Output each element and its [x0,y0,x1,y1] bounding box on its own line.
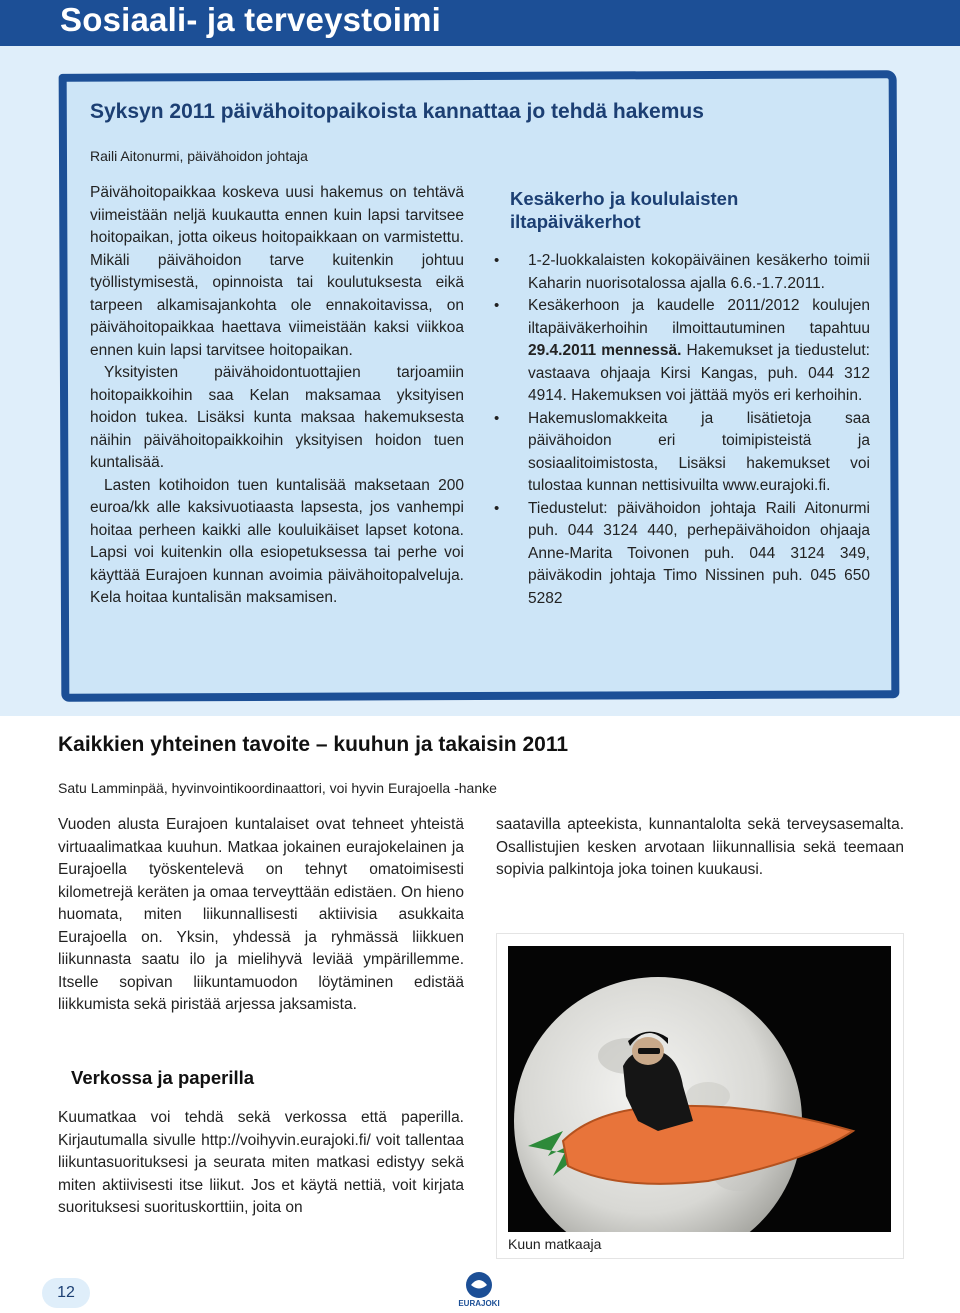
box-paragraph: Lasten kotihoidon tuen kuntalisää maksetaan 200 euroa/kk alle kaksivuotiaasta lapsesta, jos vanhempi hoitaa perheen kaikki alle kouluikäiset lapset kotona. Lapsi voi kuitenkin olla esiopetuksessa tai perhe voi käyttää Eurajoen kunnan avoimia päivähoitopalveluja. Kela hoitaa kuntalisän maksamisen. [90,476,464,606]
moon-rider-illustration [508,946,891,1232]
eurajoki-logo [456,1270,502,1308]
box-title: Syksyn 2011 päivähoitopaikoista kannattaa jo tehdä hakemus [90,100,704,123]
deadline-text: 29.4.2011 mennessä. [528,342,682,359]
section-header [0,0,960,46]
list-item [494,295,870,408]
box-author: Raili Aitonurmi, päivähoidon johtaja [90,148,308,164]
list-item-text: Kesäkerhoon ja kaudelle 2011/2012 koulujen iltapäiväkerhoihin ilmoittautuminen tapahtuu [528,297,870,337]
photo-caption: Kuun matkaaja [508,1236,602,1252]
article-col-right [496,814,904,882]
article-paragraph: Vuoden alusta Eurajoen kuntalaiset ovat tehneet yhteistä virtuaalimatkaa kuuhun. Matkaa jokainen eurajokelainen ja Eurajoella työskentelevä on tehnyt omatoimisesti kilometrejä keräten ja omaa terveyttään edistäen. On hieno huomata, miten liikunnallisesti aktiivisia asukkaita Eurajoella on. Yksin, yhdessä ja ryhmässä liikkuen liikunnasta saatu ilo ja mielihyvä leviää ympärillemme. Itselle sopivan liikuntamuodon löytäminen edistää liikkumista sekä piristää arjessa jaksamista. [58,816,464,1013]
article-author: Satu Lamminpää, hyvinvointikoordinaattori, voi hyvin Eurajoella -hanke [58,780,497,796]
list-item-text: Hakemukset ja tiedustelut: vastaava ohjaaja Kirsi Kangas, puh. 044 312 4914. Hakemuksen voi jättää myös eri kerhoihin. [528,342,870,404]
article-subtitle: Verkossa ja paperilla [71,1067,255,1088]
article-title: Kaikkien yhteinen tavoite – kuuhun ja takaisin 2011 [58,733,569,756]
list-item: • Hakemuslomakkeita ja lisätietoja saa päivähoidon eri toimipisteistä ja sosiaalitoimistosta, Lisäksi hakemukset voi tulostaa kunnan nettisivuilta www.eurajoki.fi. [494,408,870,498]
box-paragraph: Päivähoitopaikkaa koskeva uusi hakemus on tehtävä viimeistään neljä kuukautta ennen kuin lapsi tarvitsee hoitopaikan, jotta oikeus hoitopaikkaan on varmistettu. Mikäli päivähoidon tarve kuitenkin johtuu työllistymisestä, opinnoista tai koulutuksesta eikä tarpeen alkamisajankohta ole ennakoitavissa, on päivähoitopaikkaa haettava viimeistään kaksi viikkoa ennen kuin lapsi tarvitsee hoitopaikan. [90,184,464,359]
article-col-left [58,814,464,1017]
list-item: • Tiedustelut: päivähoidon johtaja Raili Aitonurmi puh. 044 3124 440, perhepäivähoidon ohjaaja Anne-Marita Toivonen puh. 044 3124 349, päiväkodin johtaja Timo Nissinen puh. 045 650 5282 [494,498,870,611]
article-col-left-2 [58,1107,464,1220]
side-list [494,250,870,610]
side-title: Kesäkerho ja koululaisten iltapäiväkerhot [510,188,739,232]
box-body-left [90,182,464,610]
moon-photo [508,946,891,1232]
section-title: Sosiaali- ja terveystoimi [60,1,442,38]
article-paragraph: saatavilla apteekista, kunnantalolta sekä terveysasemalta. Osallistujien kesken arvotaan liikunnallisia sekä teemaan sopivia palkintoja joka toinen kuukausi. [496,816,904,878]
box-paragraph: Yksityisten päivähoidontuottajien tarjoamiin hoitopaikkoihin saa Kelan maksamaa yksityisen hoidon tukea. Lisäksi kunta maksaa hakemuksesta näihin päivähoitopaikkoihin yksityisen hoidon tuen kuntalisää. [90,364,464,471]
list-item: • 1-2-luokkalaisten kokopäiväinen kesäkerho toimii Kaharin nuorisotalossa ajalla 6.6.-1.7.2011. [494,250,870,295]
svg-text:EURAJOKI: EURAJOKI [458,1299,500,1308]
article-paragraph: Kuumatkaa voi tehdä sekä verkossa että paperilla. Kirjautumalla sivulle http://voihyvin.eurajoki.fi/ voit tallentaa liikuntasuorituksesi ja seurata miten matkasi edistyy sekä miten aktiivisesti itse liikut. Jos et käytä nettiä, voit kirjata suorituksesi suorituskorttiin, joita on [58,1109,464,1216]
page-number: 12 [42,1278,90,1308]
